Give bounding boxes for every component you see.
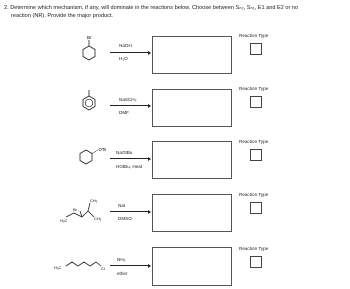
structure-alkyl-bromide xyxy=(60,193,110,229)
br-label: Br xyxy=(87,35,92,40)
cl-label: Cl xyxy=(101,266,105,271)
structure-cyclohexyl-tosylate xyxy=(70,140,110,174)
product-box-5[interactable] xyxy=(152,247,232,286)
reagent-1a: NaOH xyxy=(119,43,132,48)
structure-bromocyclohexane xyxy=(75,34,105,68)
reaction-arrow-1 xyxy=(110,52,150,53)
reaction-type-box-5[interactable] xyxy=(250,256,262,268)
product-box-3[interactable] xyxy=(152,141,232,179)
reaction-arrow-3 xyxy=(110,158,150,159)
reagent-1b: H₂O xyxy=(119,56,128,61)
reaction-arrow-2 xyxy=(110,105,150,106)
reagent-3b: HOtBu, Heat xyxy=(116,164,143,169)
structure-benzene xyxy=(75,86,105,120)
reaction-arrow-4 xyxy=(110,211,150,212)
reaction-type-box-4[interactable] xyxy=(250,202,262,214)
reaction-type-box-3[interactable] xyxy=(250,149,262,161)
reagent-4b: DMSO xyxy=(118,216,132,221)
product-box-4[interactable] xyxy=(152,194,232,232)
reagent-5b: ether xyxy=(117,271,128,276)
reaction-type-label-4: Reaction Type xyxy=(239,192,269,197)
reaction-type-box-1[interactable] xyxy=(250,43,262,55)
reaction-type-label-2: Reaction Type xyxy=(239,86,269,91)
reaction-arrow-5 xyxy=(110,265,150,266)
br-label-4: Br xyxy=(73,207,77,212)
reaction-type-label-1: Reaction Type xyxy=(239,33,269,38)
h3c-label-5: H₃C xyxy=(54,265,62,270)
reaction-type-label-5: Reaction Type xyxy=(239,246,269,251)
structure-alkyl-chloride xyxy=(52,252,112,278)
h3c-label-4: H₃C xyxy=(60,218,68,223)
reagent-4a: NaI xyxy=(118,203,126,208)
ch3-bottom-label: CH₃ xyxy=(94,216,102,221)
question-line-1: 2. Determine which mechanism, if any, will dominate in the reactions below. Choose between Sₙ₂, Sₙ₁, E1 and E2 or no xyxy=(4,5,299,11)
ots-label: OTs xyxy=(98,147,107,152)
reagent-2b: DMF xyxy=(119,110,129,115)
product-box-2[interactable] xyxy=(152,89,232,127)
question-text xyxy=(4,4,334,20)
reagent-2a: NaSCH₃ xyxy=(119,97,137,102)
reagent-3a: NaOtBu xyxy=(116,150,133,155)
ch3-top-label: CH₃ xyxy=(90,198,98,203)
product-box-1[interactable] xyxy=(152,36,232,74)
reaction-type-box-2[interactable] xyxy=(250,96,262,108)
reaction-type-label-3: Reaction Type xyxy=(239,139,269,144)
reagent-5a: NH₃ xyxy=(117,257,126,262)
question-line-2: reaction (NR). Provide the major product. xyxy=(11,13,113,19)
